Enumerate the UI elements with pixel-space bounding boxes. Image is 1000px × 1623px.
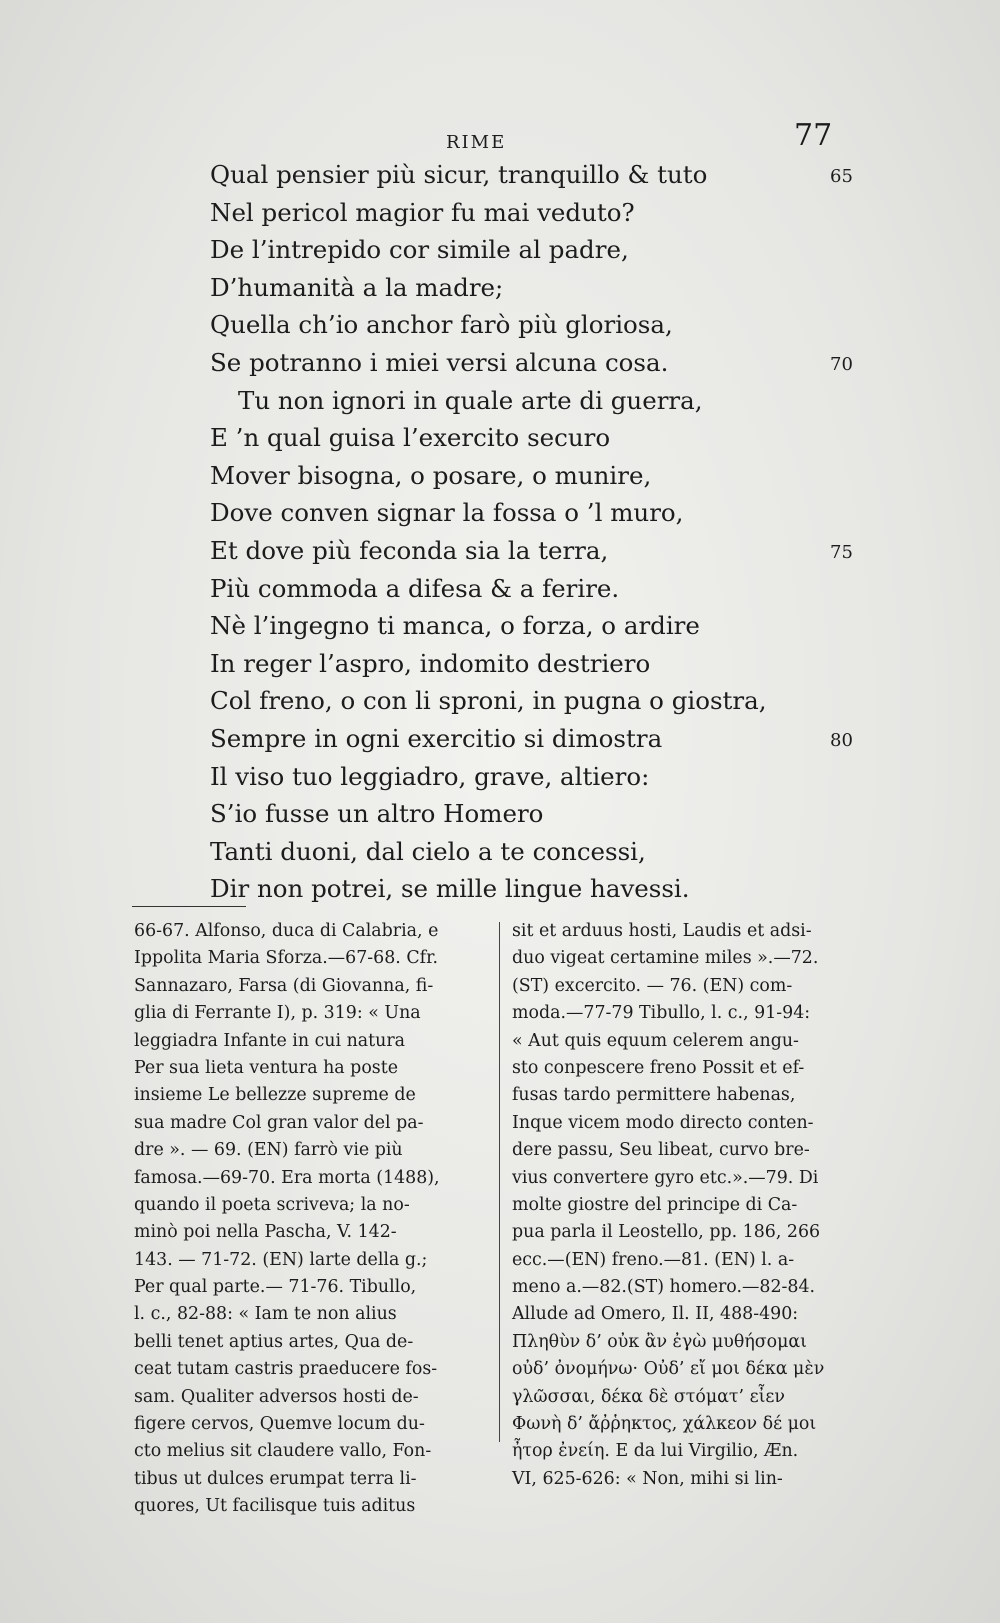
footnote-line: ceat tutam castris praeducere fos- (134, 1359, 438, 1380)
verse-line: Mover bisogna, o posare, o munire, (210, 460, 652, 490)
verse-line: Nel pericol magior fu mai veduto? (210, 197, 635, 227)
footnote-line: l. c., 82-88: « Iam te non alius (134, 1304, 397, 1325)
footnote-line: sto conpescere freno Possit et ef- (512, 1057, 805, 1078)
footnote-line: vius convertere gyro etc.».—79. Di (512, 1167, 819, 1188)
footnote-line: (ST) excercito. — 76. (EN) com- (512, 975, 793, 996)
footnote-line: Ippolita Maria Sforza.—67-68. Cfr. (134, 948, 439, 969)
verse-line: Qual pensier più sicur, tranquillo & tuto 65 (210, 156, 850, 194)
page-number: 77 (794, 118, 833, 153)
verse-line: Più commoda a difesa & a ferire. (210, 573, 620, 603)
footnote-line: Allude ad Omero, Il. II, 488-490: (512, 1304, 799, 1325)
footnote-line: οὐδ’ ὀνομήνω· Οὐδ’ εἴ μοι δέκα μὲν (512, 1359, 825, 1380)
line-number: 80 (830, 729, 853, 751)
footnotes-left-column (134, 918, 488, 1521)
verse-line: Il viso tuo leggiadro, grave, altiero: (210, 761, 650, 791)
verse-line: D’humanità a la madre; (210, 272, 504, 302)
footnote-line: insieme Le bellezze supreme de (134, 1085, 416, 1106)
footnote-line: ecc.—(EN) freno.—81. (EN) l. a- (512, 1249, 795, 1270)
footnote-line: Per sua lieta ventura ha poste (134, 1057, 398, 1078)
footnote-line: duo vigeat certamine miles ».—72. (512, 948, 819, 969)
footnotes-right-column (512, 918, 868, 1493)
footnote-line: figere cervos, Quemve locum du- (134, 1414, 425, 1435)
verse-line: Col freno, o con li sproni, in pugna o giostra, (210, 686, 767, 716)
footnote-line: Πληθὺν δ’ οὐκ ἂν ἐγὼ μυθήσομαι (512, 1331, 807, 1352)
footnote-line: quando il poeta scriveva; la no- (134, 1194, 410, 1215)
footnote-line: dere passu, Seu libeat, curvo bre- (512, 1140, 810, 1161)
footnote-line: cto melius sit claudere vallo, Fon- (134, 1441, 432, 1462)
footnote-line: minò poi nella Pascha, V. 142- (134, 1222, 397, 1243)
footnote-line: 66-67. Alfonso, duca di Calabria, e (134, 921, 439, 941)
footnote-rule (132, 906, 246, 907)
verse-line: Quella ch’io anchor farò più gloriosa, (210, 310, 673, 340)
line-number: 75 (830, 541, 853, 563)
verse-line: E ’n qual guisa l’exercito securo (210, 423, 611, 453)
verse-line: Sempre in ogni exercitio si dimostra 80 (210, 720, 850, 758)
verse-line: Et dove più feconda sia la terra, 75 (210, 532, 850, 570)
poem-verses (210, 156, 853, 908)
footnote-line: Sannazaro, Farsa (di Giovanna, fi- (134, 975, 434, 996)
footnote-line: belli tenet aptius artes, Qua de- (134, 1331, 414, 1352)
footnote-line: γλῶσσαι, δέκα δὲ στόματ’ εἶεν (512, 1386, 786, 1407)
footnote-line: quores, Ut facilisque tuis aditus (134, 1496, 416, 1517)
footnote-line: Inque vicem modo directo conten- (512, 1112, 814, 1133)
verse-line: In reger l’aspro, indomito destriero (210, 648, 651, 678)
footnote-line: molte giostre del principe di Ca- (512, 1194, 798, 1215)
footnote-line: famosa.—69-70. Era morta (1488), (134, 1167, 440, 1188)
verse-line: Tu non ignori in quale arte di guerra, (238, 385, 703, 415)
verse-line: S’io fusse un altro Homero (210, 799, 544, 829)
footnote-line: pua parla il Leostello, pp. 186, 266 (512, 1222, 821, 1243)
footnote-line: tibus ut dulces erumpat terra li- (134, 1468, 417, 1489)
footnote-line: sit et arduus hosti, Laudis et adsi- (512, 921, 812, 941)
footnote-line: fusas tardo permittere habenas, (512, 1085, 796, 1106)
column-divider (499, 922, 500, 1442)
footnote-line: Per qual parte.— 71-76. Tibullo, (134, 1277, 417, 1298)
running-head-title: RIME (446, 132, 507, 153)
footnote-line: sam. Qualiter adversos hosti de- (134, 1386, 419, 1407)
line-number: 70 (830, 353, 853, 375)
footnote-line: moda.—77-79 Tibullo, l. c., 91-94: (512, 1003, 811, 1024)
verse-line: Nè l’ingegno ti manca, o forza, o ardire (210, 611, 700, 641)
footnote-line: « Aut quis equum celerem angu- (512, 1030, 799, 1051)
verse-line: Dir non potrei, se mille lingue havessi. (210, 874, 690, 904)
verse-line: Se potranno i miei versi alcuna cosa. 70 (210, 344, 850, 382)
footnote-line: ἦτορ ἐνείη. E da lui Virgilio, Æn. (512, 1441, 799, 1462)
verse-line: Tanti duoni, dal cielo a te concessi, (210, 836, 646, 866)
footnote-line: 143. — 71-72. (EN) larte della g.; (134, 1249, 428, 1270)
footnote-line: leggiadra Infante in cui natura (134, 1030, 406, 1051)
verse-line: De l’intrepido cor simile al padre, (210, 235, 629, 265)
footnote-line: VI, 625-626: « Non, mihi si lin- (512, 1468, 783, 1489)
footnote-line: dre ». — 69. (EN) farrò vie più (134, 1140, 403, 1161)
verse-line: Dove conven signar la fossa o ’l muro, (210, 498, 684, 528)
footnote-line: meno a.—82.(ST) homero.—82-84. (512, 1277, 816, 1298)
footnote-line: Φωνὴ δ’ ἄῤῥηκτος, χάλκεον δέ μοι (512, 1414, 817, 1435)
footnote-line: glia di Ferrante I), p. 319: « Una (134, 1003, 421, 1024)
footnote-line: sua madre Col gran valor del pa- (134, 1112, 424, 1133)
line-number: 65 (830, 166, 853, 187)
